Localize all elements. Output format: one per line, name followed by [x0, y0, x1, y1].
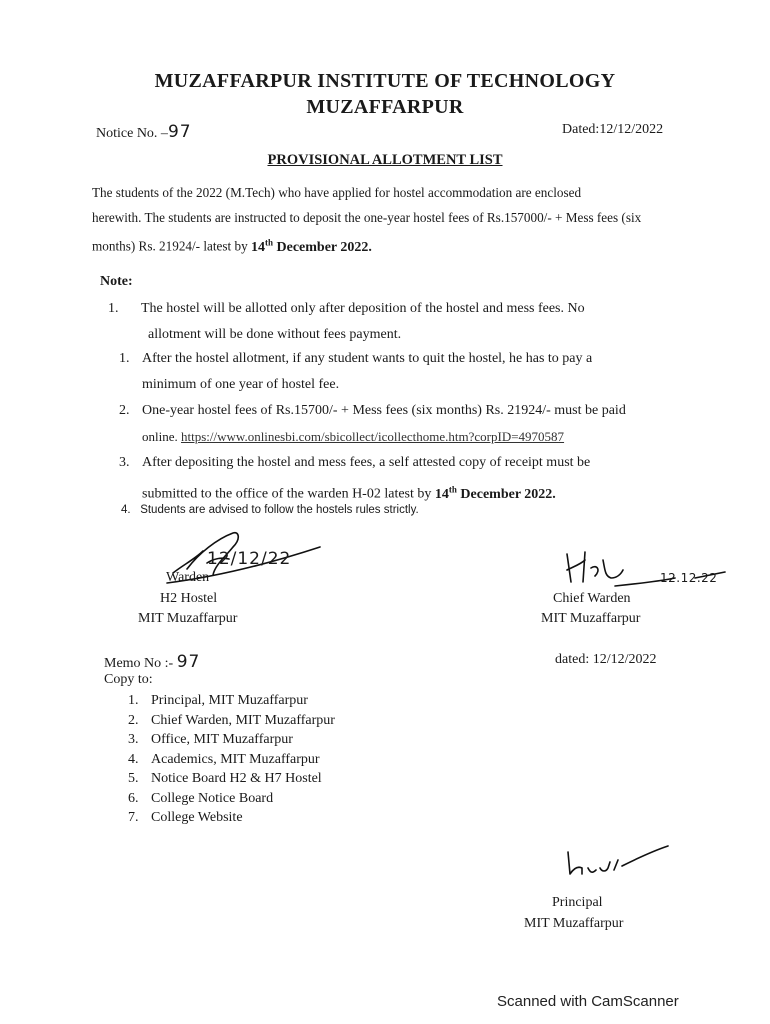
- institute-city: MUZAFFARPUR: [306, 96, 464, 118]
- chief-warden-org: MIT Muzaffarpur: [541, 611, 641, 626]
- list-item: 4. Academics, MIT Muzaffarpur: [128, 751, 320, 767]
- intro-deadline: 14th December 2022.: [250, 237, 372, 255]
- note-item: 1. After the hostel allotment, if any student wants to quit the hostel, he has to pay a minimum of one year of hostel fee.: [119, 351, 593, 392]
- note-item: 4. Students are advised to follow the hostels rules strictly.: [121, 504, 419, 516]
- note-item: 3. After depositing the hostel and mess fees, a self attested copy of receipt must be submitted to the office of the warden H-02 latest by 14th December 2022.: [119, 455, 591, 502]
- intro-line-1: The students of the 2022 (M.Tech) who have applied for hostel accommodation are enclosed: [92, 185, 582, 200]
- memo-number-value: 97: [176, 652, 201, 672]
- principal-signature: [560, 842, 680, 887]
- list-item: 1. Principal, MIT Muzaffarpur: [128, 693, 308, 708]
- note-item: 1. The hostel will be allotted only after deposition of the hostel and mess fees. No allotment will be done without fees payment.: [108, 301, 585, 342]
- copy-to-label: Copy to:: [104, 672, 153, 687]
- list-item: 2. Chief Warden, MIT Muzaffarpur: [128, 712, 335, 728]
- warden-org: MIT Muzaffarpur: [138, 611, 238, 626]
- page-heading: PROVISIONAL ALLOTMENT LIST: [267, 152, 503, 168]
- scanner-watermark: Scanned with CamScanner: [497, 993, 679, 1010]
- list-item: 7. College Website: [128, 810, 243, 825]
- chief-handwritten-date: 12.12.22: [660, 571, 718, 585]
- list-item: 6. College Notice Board: [128, 790, 274, 806]
- institute-title: MUZAFFARPUR INSTITUTE OF TECHNOLOGY: [154, 70, 616, 92]
- list-item: 5. Notice Board H2 & H7 Hostel: [128, 771, 322, 786]
- intro-line-3-text: months) Rs. 21924/- latest by: [92, 238, 251, 254]
- notice-date-label: Dated:: [562, 122, 600, 137]
- payment-link[interactable]: https://www.onlinesbi.com/sbicollect/icollecthome.htm?corpID=4970587: [181, 429, 565, 444]
- note-label: Note:: [100, 274, 133, 289]
- notice-date-value: 12/12/2022: [599, 122, 664, 137]
- warden-role: Warden: [166, 570, 210, 585]
- intro-line-3: [92, 230, 692, 260]
- intro-line-2: herewith. The students are instructed to deposit the one-year hostel fees of Rs.157000/- + Mess fees (six: [92, 210, 642, 225]
- copy-to-list: [128, 691, 428, 828]
- notice-date: [562, 122, 663, 138]
- memo-number: Memo No :- 97: [104, 652, 201, 672]
- notice-label: Notice No. –: [96, 126, 168, 141]
- note-item: 2. One-year hostel fees of Rs.15700/- + Mess fees (six months) Rs. 21924/- must be paid online. https://www.onlinesbi.com/sbicollect/icollecthome.htm?corpID=4970587: [119, 403, 626, 444]
- memo-date: dated: 12/12/2022: [555, 652, 657, 667]
- chief-warden-role: Chief Warden: [553, 591, 631, 606]
- warden-hostel: H2 Hostel: [160, 591, 218, 606]
- notice-number: [96, 122, 192, 142]
- list-item: 3. Office, MIT Muzaffarpur: [128, 732, 293, 747]
- principal-role: Principal: [552, 895, 603, 910]
- intro-paragraph: [92, 180, 692, 260]
- notice-number-value: 97: [167, 122, 192, 142]
- principal-org: MIT Muzaffarpur: [524, 916, 624, 931]
- warden-handwritten-date: 12/12/22: [207, 549, 292, 569]
